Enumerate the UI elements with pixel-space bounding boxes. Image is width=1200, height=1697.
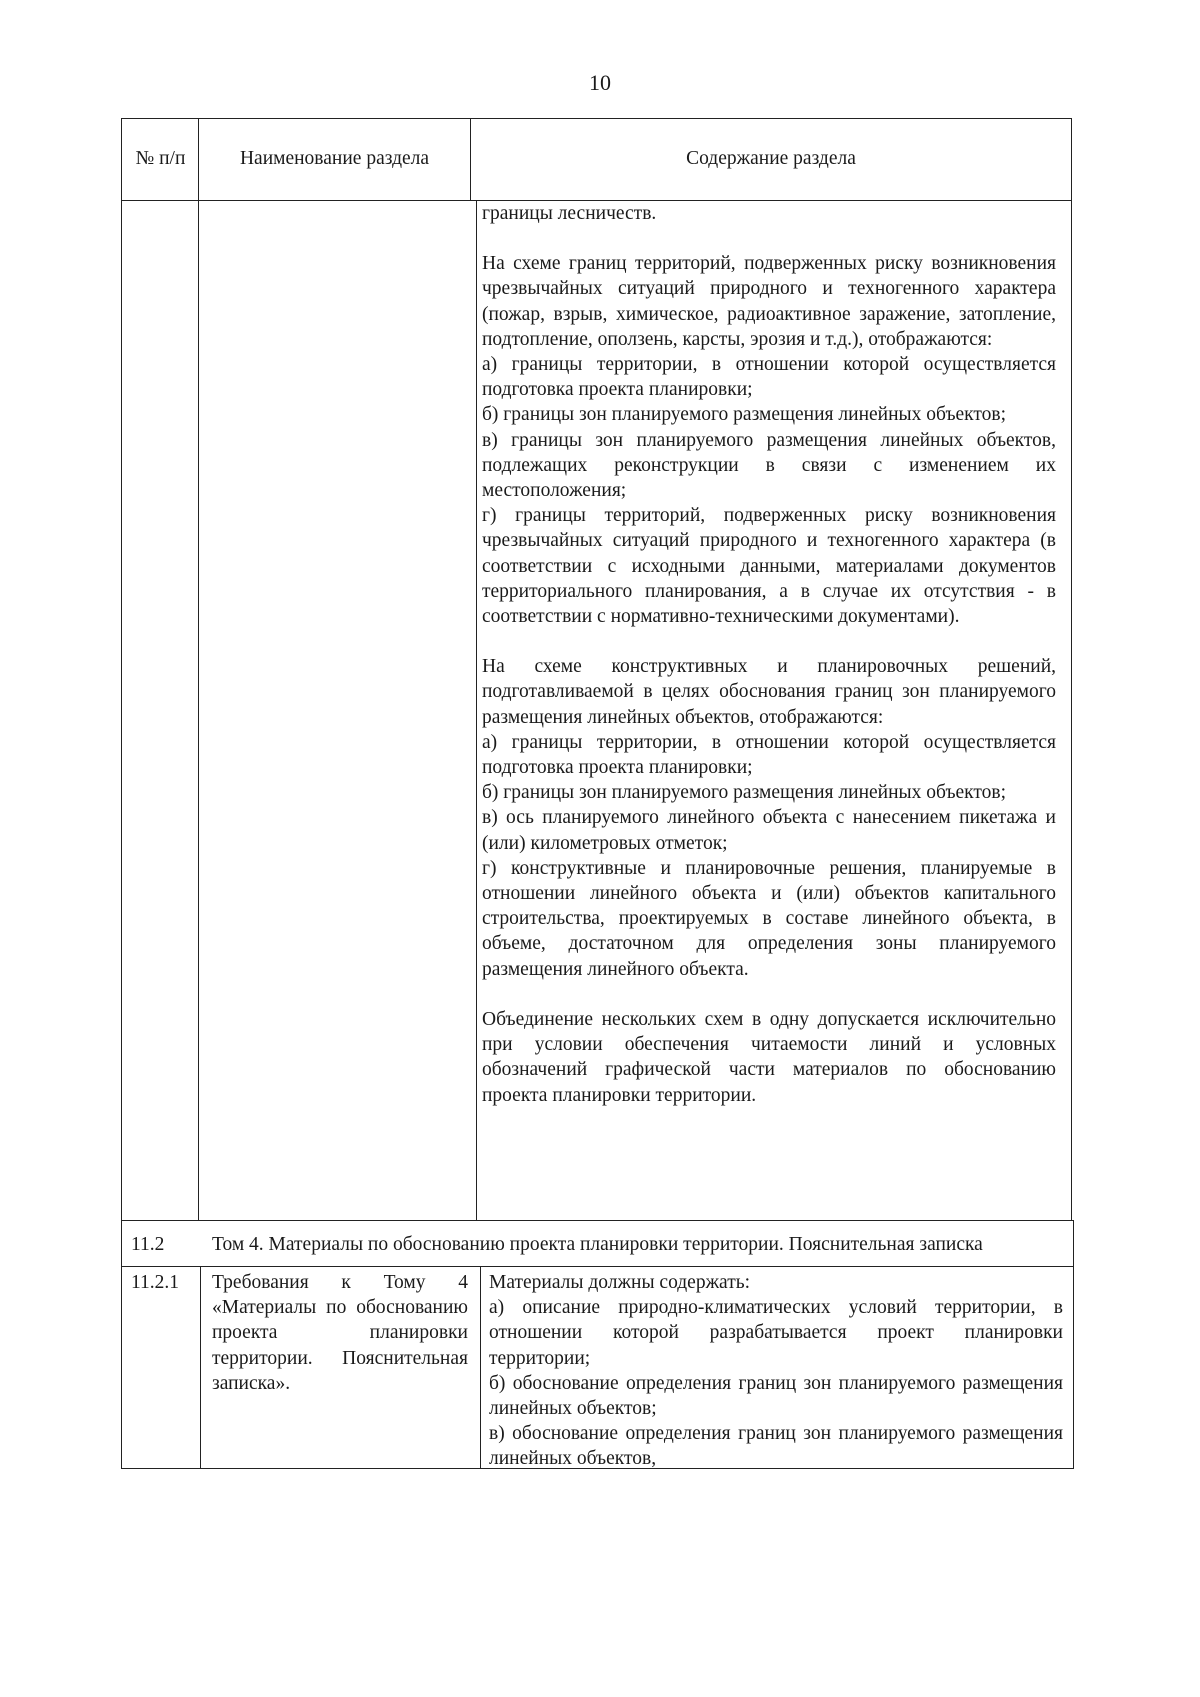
- section-content-continued: [482, 201, 1056, 1108]
- content-paragraph: б) обоснование определения границ зон планируемого размещения линейных объектов;: [489, 1372, 1063, 1420]
- row-number: 11.2: [131, 1234, 165, 1255]
- content-paragraph: б) границы зон планируемого размещения линейных объектов;: [482, 782, 1007, 804]
- content-paragraph: а) границы территории, в отношении которой осуществляется подготовка проекта планировки;: [482, 731, 1056, 779]
- table-border-left: [121, 118, 122, 1469]
- content-paragraph: а) границы территории, в отношении которой осуществляется подготовка проекта планировки;: [482, 354, 1056, 401]
- content-paragraph: б) границы зон планируемого размещения линейных объектов;: [482, 404, 1007, 426]
- content-paragraph: в) обоснование определения границ зон планируемого размещения линейных объектов,: [489, 1423, 1063, 1470]
- content-paragraph: На схеме конструктивных и планировочных решений, подготавливаемой в целях обоснования границ зон планируемого размещения линейных объектов, отображаются:: [482, 656, 1056, 728]
- page-number: 10: [589, 70, 611, 95]
- column-divider: [476, 200, 477, 1221]
- header-section-content: Содержание раздела: [686, 148, 856, 169]
- content-paragraph: На схеме границ территорий, подверженных риску возникновения чрезвычайных ситуаций природного и техногенного характера (пожар, взрыв, химическое, радиоактивное заражение, затопление, подтопление, оползень, карсты, эрозия и т.д.), отображаются:: [482, 253, 1056, 350]
- header-section-name: Наименование раздела: [239, 148, 430, 169]
- row-divider: [122, 1266, 1074, 1267]
- section-name: Требования к Тому 4 «Материалы по обоснованию проекта планировки территории. Пояснительная записка».: [212, 1272, 468, 1394]
- row-number: 11.2.1: [131, 1272, 180, 1293]
- table-border-top: [122, 118, 1072, 119]
- content-paragraph: г) конструктивные и планировочные решения, планируемые в отношении линейного объекта и (или) объектов капитального строительства, проектируемых в составе линейного объекта, в объеме, достаточном для определения зоны планируемого размещения линейного объекта.: [482, 857, 1056, 980]
- column-divider: [480, 1266, 481, 1469]
- content-paragraph: а) описание природно-климатических условий территории, в отношении которой разрабатывается проект планировки территории;: [489, 1297, 1063, 1369]
- content-paragraph: в) границы зон планируемого размещения линейных объектов, подлежащих реконструкции в связи с изменением их местоположения;: [482, 429, 1056, 502]
- content-paragraph: границы лесничеств.: [482, 203, 657, 224]
- content-paragraph: в) ось планируемого линейного объекта с нанесением пикетажа и (или) километровых отметок;: [482, 807, 1056, 854]
- column-divider: [200, 1266, 201, 1469]
- table-border-right: [1071, 118, 1072, 1221]
- section-content: [489, 1270, 1063, 1472]
- content-paragraph: г) границы территорий, подверженных риску возникновения чрезвычайных ситуаций природного и техногенного характера (в соответствии с исходными данными, материалами документов территориального планирования, а в случае их отсутствия - в соответствии с нормативно-техническими документами).: [482, 505, 1056, 628]
- row-divider: [122, 1220, 1074, 1221]
- header-number: № п/п: [135, 148, 186, 169]
- content-paragraph: Материалы должны содержать:: [489, 1272, 751, 1293]
- content-paragraph: Объединение нескольких схем в одну допускается исключительно при условии обеспечения читаемости линий и условных обозначений графической части материалов по обоснованию проекта планировки территории.: [482, 1008, 1056, 1106]
- volume-title: Том 4. Материалы по обоснованию проекта планировки территории. Пояснительная записка: [212, 1234, 983, 1255]
- column-divider: [198, 118, 199, 1221]
- table-border-right: [1073, 1220, 1074, 1469]
